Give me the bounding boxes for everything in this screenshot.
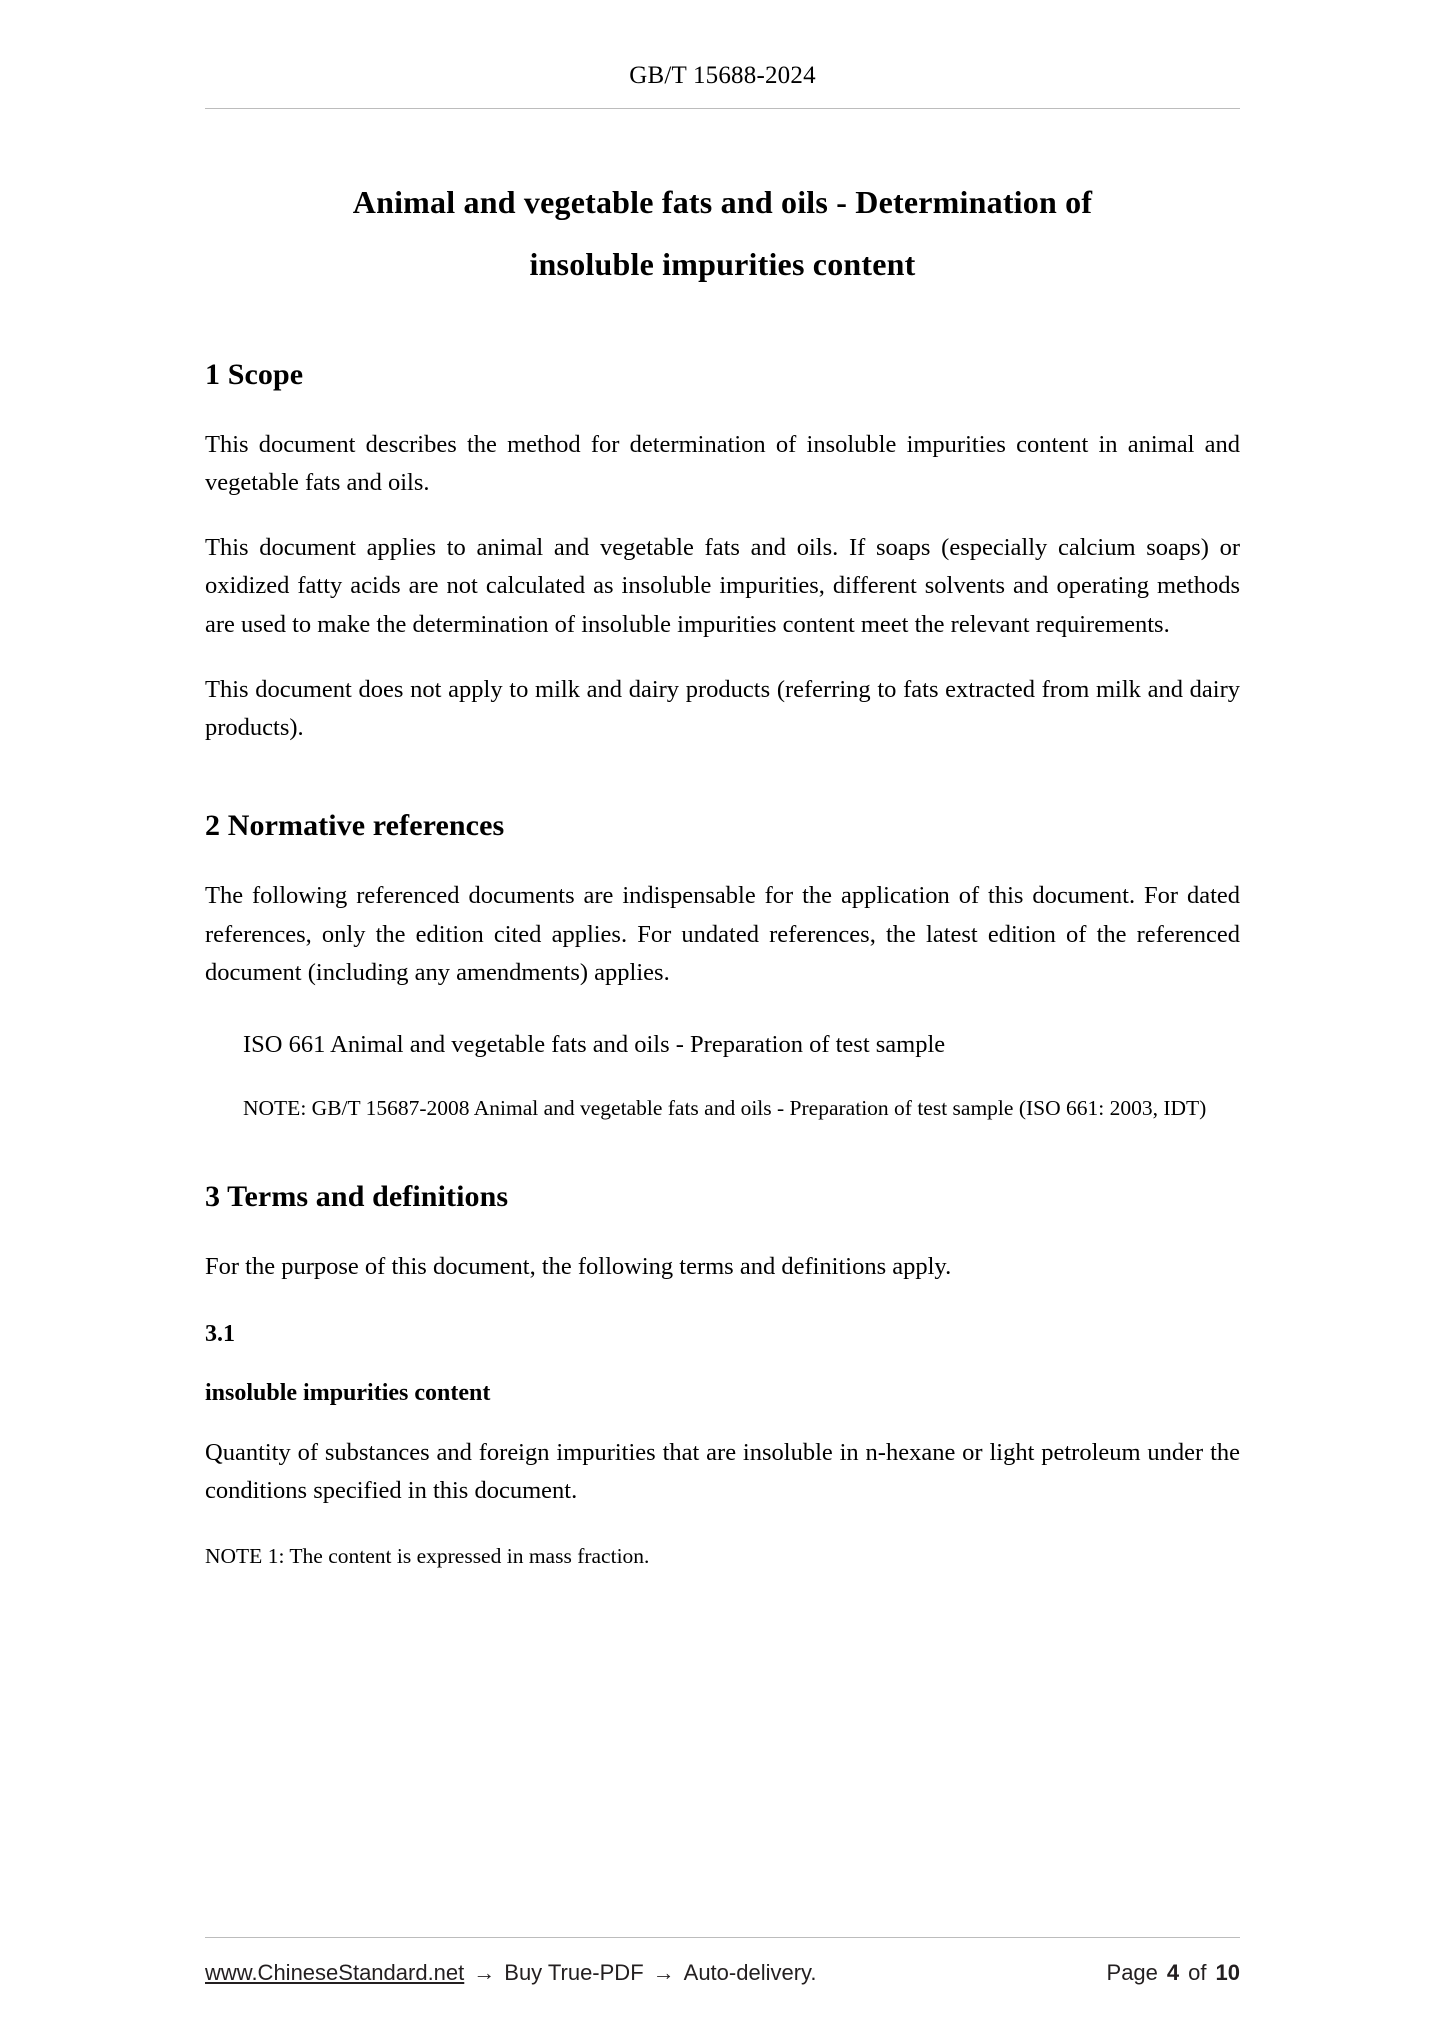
footer-divider xyxy=(205,1937,1240,1938)
heading-terms-and-definitions: 3 Terms and definitions xyxy=(205,1180,509,1214)
terms-paragraph-1: For the purpose of this document, the following terms and definitions apply. xyxy=(205,1253,952,1281)
term-note: NOTE 1: The content is expressed in mass fraction. xyxy=(205,1544,650,1569)
footer-delivery-label: Auto-delivery. xyxy=(683,1960,817,1985)
standard-code: GB/T 15688-2024 xyxy=(629,62,816,89)
arrow-right-icon-1: → xyxy=(473,1960,496,1985)
term-name: insoluble impurities content xyxy=(205,1379,491,1406)
footer-page-label: Page xyxy=(1106,1960,1158,1985)
scope-paragraph-2: This document applies to animal and vegetable fats and oils. If soaps (especially calcium soaps) or oxidized fatty acids are not calculated as insoluble impurities, different solvents and operating methods are used to make the determination of insoluble impurities content meet the relevant requirements. xyxy=(205,534,1240,638)
footer-page-number: 4 xyxy=(1166,1960,1180,1985)
page-footer xyxy=(205,1937,1240,1986)
page-header xyxy=(205,0,1240,109)
page-title-line-2: insoluble impurities content xyxy=(529,246,916,283)
arrow-right-icon-2: → xyxy=(652,1960,675,1985)
footer-of-label: of xyxy=(1188,1960,1207,1985)
heading-normative-references: 2 Normative references xyxy=(205,809,505,843)
footer-buy-label: Buy True-PDF xyxy=(504,1960,644,1985)
term-number: 3.1 xyxy=(205,1320,235,1347)
normative-note: NOTE: GB/T 15687-2008 Animal and vegetable fats and oils - Preparation of test sample (ISO 661: 2003, IDT) xyxy=(243,1096,1207,1121)
page-title-line-1: Animal and vegetable fats and oils - Determination of xyxy=(352,184,1093,220)
footer-site-link[interactable]: www.ChineseStandard.net xyxy=(205,1960,465,1985)
footer-page-total: 10 xyxy=(1215,1960,1240,1985)
term-definition: Quantity of substances and foreign impurities that are insoluble in n-hexane or light petroleum under the conditions specified in this document. xyxy=(205,1438,1240,1504)
scope-paragraph-1: This document describes the method for determination of insoluble impurities content in animal and vegetable fats and oils. xyxy=(205,430,1240,496)
page-title xyxy=(205,171,1240,296)
scope-paragraph-3: This document does not apply to milk and dairy products (referring to fats extracted from milk and dairy products). xyxy=(205,675,1240,742)
normative-reference-item: ISO 661 Animal and vegetable fats and oils - Preparation of test sample xyxy=(243,1030,946,1058)
header-divider xyxy=(205,108,1240,109)
heading-scope: 1 Scope xyxy=(205,357,304,391)
normative-paragraph-1: The following referenced documents are indispensable for the application of this document. For dated references, only the edition cited applies. For undated references, the latest edition of the referenced document (including any amendments) applies. xyxy=(205,882,1240,986)
